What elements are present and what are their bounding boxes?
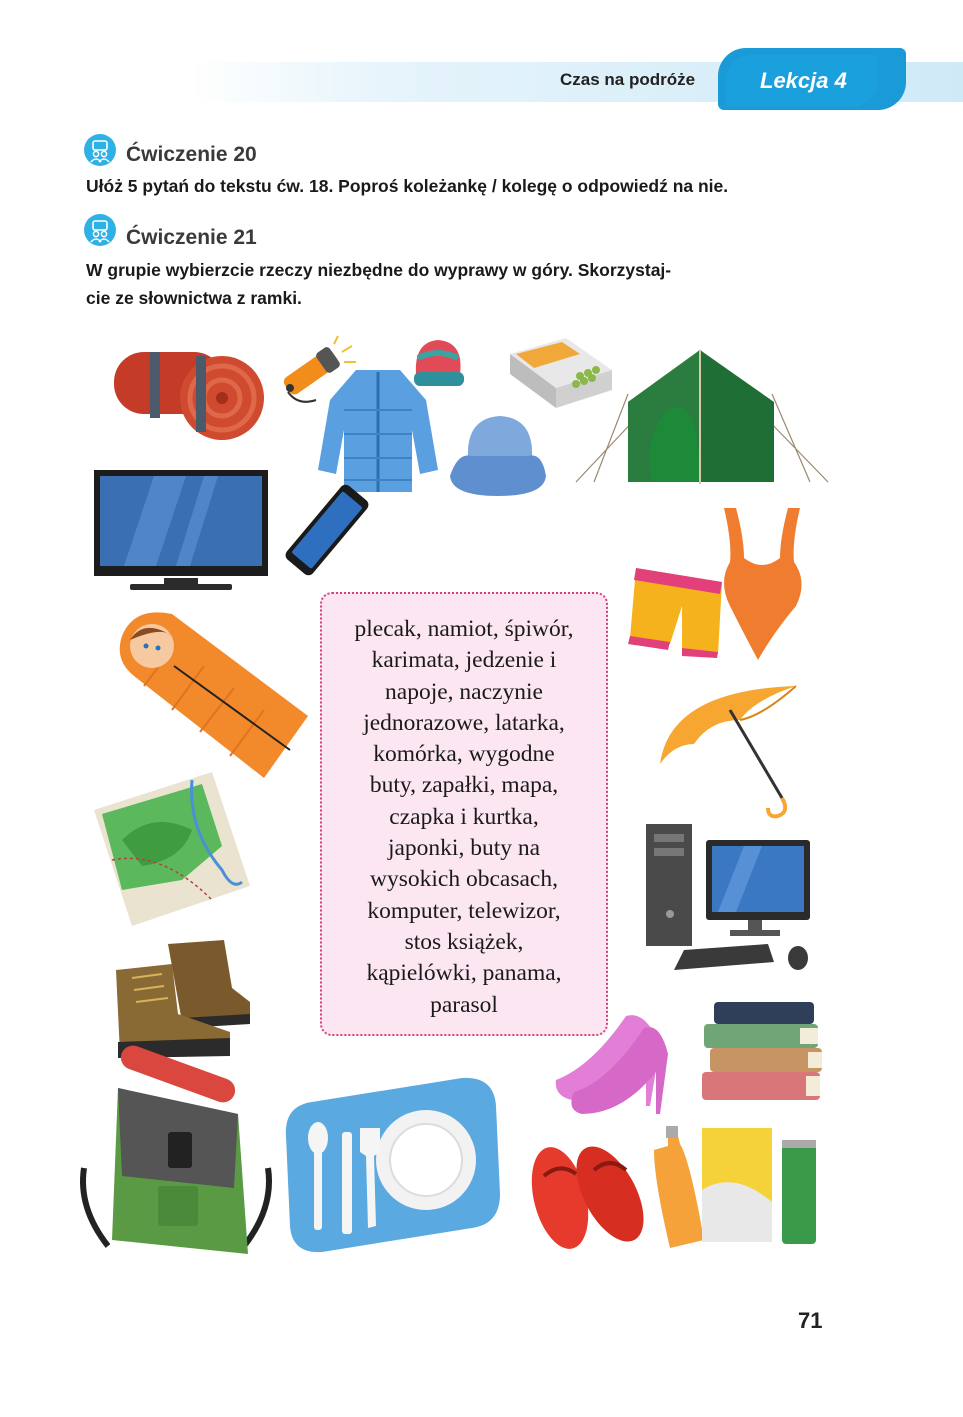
beanie-icon (410, 336, 466, 390)
section-title: Czas na podróże (560, 70, 696, 89)
exercise-20-instruction: Ułóż 5 pytań do tekstu ćw. 18. Poproś koleżankę / kolegę o odpowiedź na nie. (86, 176, 729, 196)
vocabulary-line: stos książek, (404, 928, 524, 955)
vocabulary-line: napoje, naczynie (385, 678, 543, 705)
exercise-20-title: Ćwiczenie 20 (126, 143, 257, 166)
vocabulary-line: komórka, wygodne (373, 741, 555, 768)
vocabulary-line: czapka i kurtka, (389, 803, 539, 830)
pair-work-icon (84, 214, 116, 246)
vocabulary-line: karimata, jedzenie i (371, 647, 557, 674)
exercise-21-instruction-line-1: W grupie wybierzcie rzeczy niezbędne do wyprawy w góry. Skorzystaj- (86, 260, 672, 280)
tent-icon (574, 344, 830, 492)
map-icon (92, 770, 252, 928)
swim-trunks-icon (622, 562, 728, 660)
vocabulary-line: plecak, namiot, śpiwór, (354, 616, 574, 642)
phone-icon (280, 482, 374, 580)
umbrella-icon (650, 680, 806, 820)
vocabulary-list (332, 614, 596, 1021)
vocabulary-line: buty, zapałki, mapa, (369, 772, 559, 799)
books-icon (696, 998, 828, 1106)
exercise-21-title: Ćwiczenie 21 (126, 226, 257, 249)
vocabulary-line: komputer, telewizor, (367, 897, 561, 924)
pair-work-icon (84, 134, 116, 166)
vocabulary-line: jednorazowe, latarka, (363, 709, 565, 736)
lesson-label: Lekcja 4 (760, 68, 847, 93)
food-drinks-icon (644, 1120, 820, 1250)
computer-icon (644, 818, 814, 974)
hiking-boots-icon (112, 938, 252, 1060)
vocabulary-line: japonki, buty na (387, 835, 541, 862)
vocabulary-line: wysokich obcasach, (370, 866, 558, 893)
page-number: 71 (798, 1308, 823, 1333)
flip-flops-icon (530, 1134, 642, 1254)
vocabulary-line: parasol (430, 991, 498, 1018)
exercise-21-instruction-line-2: cie ze słownictwa z ramki. (86, 288, 302, 308)
vocabulary-line: kąpielówki, panama, (366, 960, 562, 987)
disposable-tableware-icon (282, 1076, 502, 1254)
television-icon (94, 470, 270, 592)
sleeping-mat-icon (110, 338, 266, 444)
bucket-hat-icon (448, 412, 548, 498)
sleeping-bag-icon (114, 606, 310, 782)
backpack-icon (78, 1058, 278, 1254)
swimsuit-icon (714, 502, 810, 664)
